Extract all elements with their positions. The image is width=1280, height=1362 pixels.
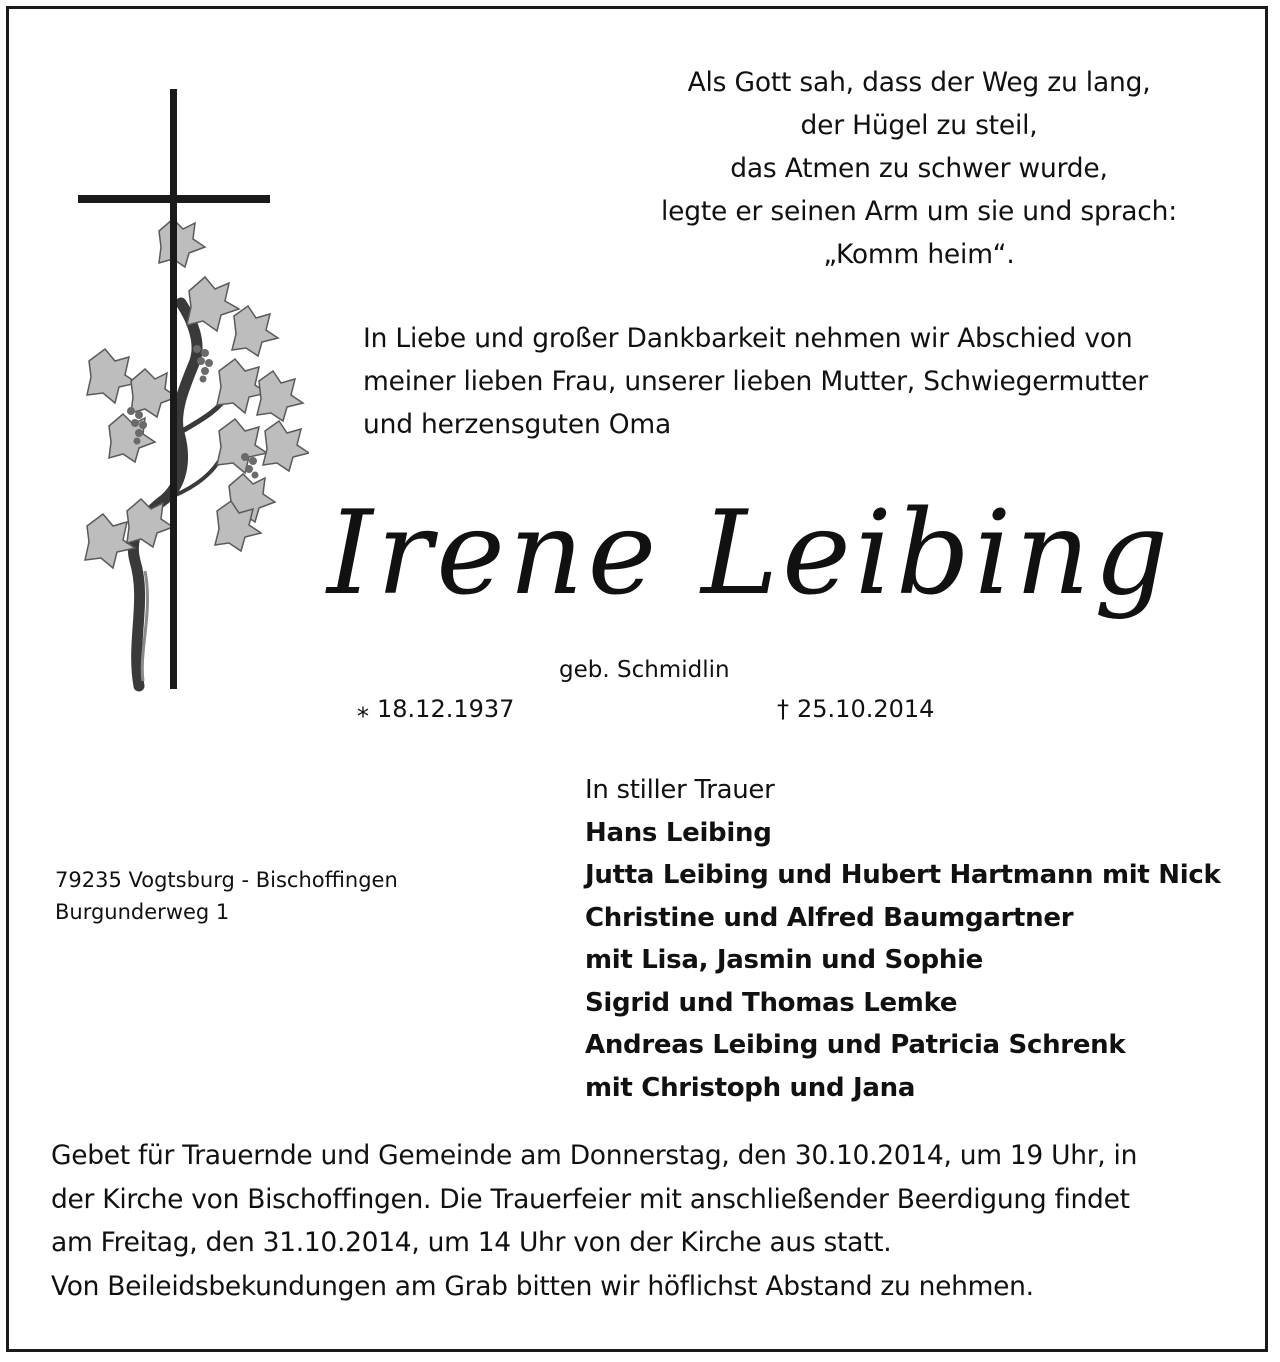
address-city: 79235 Vogtsburg - Bischoffingen [55,868,398,892]
service-information [51,1134,1251,1308]
birth-date-value: 18.12.1937 [377,695,515,723]
star-birth-icon: ⁎ [357,695,369,723]
birth-date [357,692,514,726]
farewell-line: In Liebe und großer Dankbarkeit nehmen wir Abschied von [363,323,1133,354]
farewell-line: meiner lieben Frau, unserer lieben Mutter, Schwiegermutter [363,366,1148,397]
mourner-entry: Andreas Leibing und Patricia Schrenk [585,1030,1126,1060]
mourner-entry: Hans Leibing [585,817,772,848]
poem-line: der Hügel zu steil, [800,110,1038,141]
mourning-lead: In stiller Trauer [585,775,775,805]
poem-line: Als Gott sah, dass der Weg zu lang, [687,67,1151,98]
maiden-name: geb. Schmidlin [559,657,730,683]
mourner-entry: Sigrid und Thomas Lemke [585,987,958,1018]
cross-death-icon: † [777,695,789,723]
death-date [777,692,934,726]
mourner-entry: Jutta Leibing und Hubert Hartmann mit Nick [585,860,1221,890]
mourner-entry: Christine und Alfred Baumgartner [585,902,1074,933]
service-line: der Kirche von Bischoffingen. Die Trauerfeier mit anschließender Beerdigung findet [51,1183,1130,1215]
obituary-frame [6,6,1268,1352]
deceased-name: Irene Leibing [327,486,1173,621]
address [55,864,398,928]
cross-with-grapevine-icon [69,81,309,701]
mourners-list [585,769,1220,1109]
mourner-entry: mit Lisa, Jasmin und Sophie [585,945,984,975]
poem-line: legte er seinen Arm um sie und sprach: [660,196,1178,227]
service-line: am Freitag, den 31.10.2014, um 14 Uhr von der Kirche aus statt. [51,1227,892,1258]
service-line: Gebet für Trauernde und Gemeinde am Donnerstag, den 30.10.2014, um 19 Uhr, in [51,1140,1138,1171]
address-street: Burgunderweg 1 [55,900,230,924]
mourner-entry: mit Christoph und Jana [585,1072,916,1103]
death-date-value: 25.10.2014 [797,695,935,723]
farewell-text [363,317,1243,446]
farewell-line: und herzensguten Oma [363,409,672,440]
service-line: Von Beileidsbekundungen am Grab bitten wir höflichst Abstand zu nehmen. [51,1270,1034,1302]
poem-line: das Atmen zu schwer wurde, [730,153,1108,184]
poem [569,61,1269,276]
poem-line: „Komm heim“. [823,239,1015,270]
